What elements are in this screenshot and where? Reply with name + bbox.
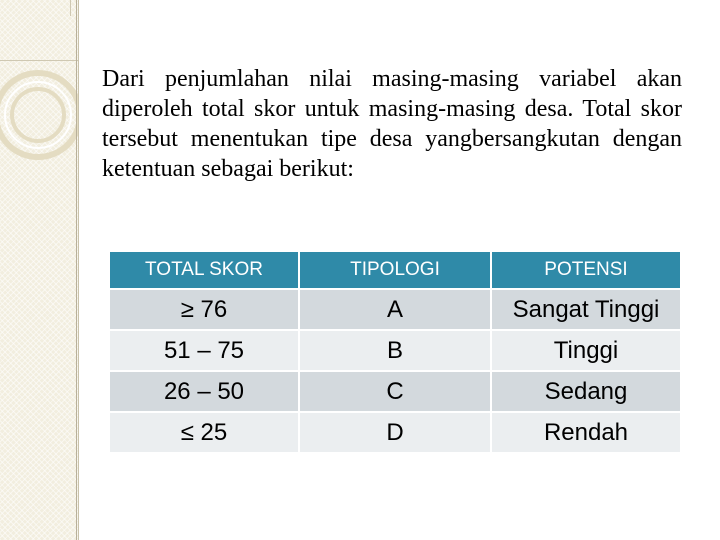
cell-potensi: Sangat Tinggi — [492, 290, 680, 329]
header-tipologi: TIPOLOGI — [300, 252, 490, 288]
table-row — [110, 372, 680, 411]
cell-skor: ≤ 25 — [110, 413, 298, 452]
cell-skor: 26 – 50 — [110, 372, 298, 411]
table-row — [110, 290, 680, 329]
table-row — [110, 331, 680, 370]
cell-tipologi: B — [300, 331, 490, 370]
cell-tipologi: D — [300, 413, 490, 452]
body-paragraph: Dari penjumlahan nilai masing-masing variabel akan diperoleh total skor untuk masing-masing desa. Total skor tersebut menentukan tipe desa yangbersangkutan dengan ketentuan sebagai berikut: — [102, 66, 682, 182]
cell-tipologi: C — [300, 372, 490, 411]
cell-potensi: Sedang — [492, 372, 680, 411]
cell-skor: 51 – 75 — [110, 331, 298, 370]
score-table — [108, 250, 682, 454]
cell-tipologi: A — [300, 290, 490, 329]
cell-skor: ≥ 76 — [110, 290, 298, 329]
header-potensi: POTENSI — [492, 252, 680, 288]
header-total-skor: TOTAL SKOR — [110, 252, 298, 288]
cell-potensi: Rendah — [492, 413, 680, 452]
sidebar-divider — [76, 0, 77, 540]
decorative-rings — [0, 0, 78, 200]
cell-potensi: Tinggi — [492, 331, 680, 370]
table-header-row — [110, 252, 680, 288]
table-row — [110, 413, 680, 452]
